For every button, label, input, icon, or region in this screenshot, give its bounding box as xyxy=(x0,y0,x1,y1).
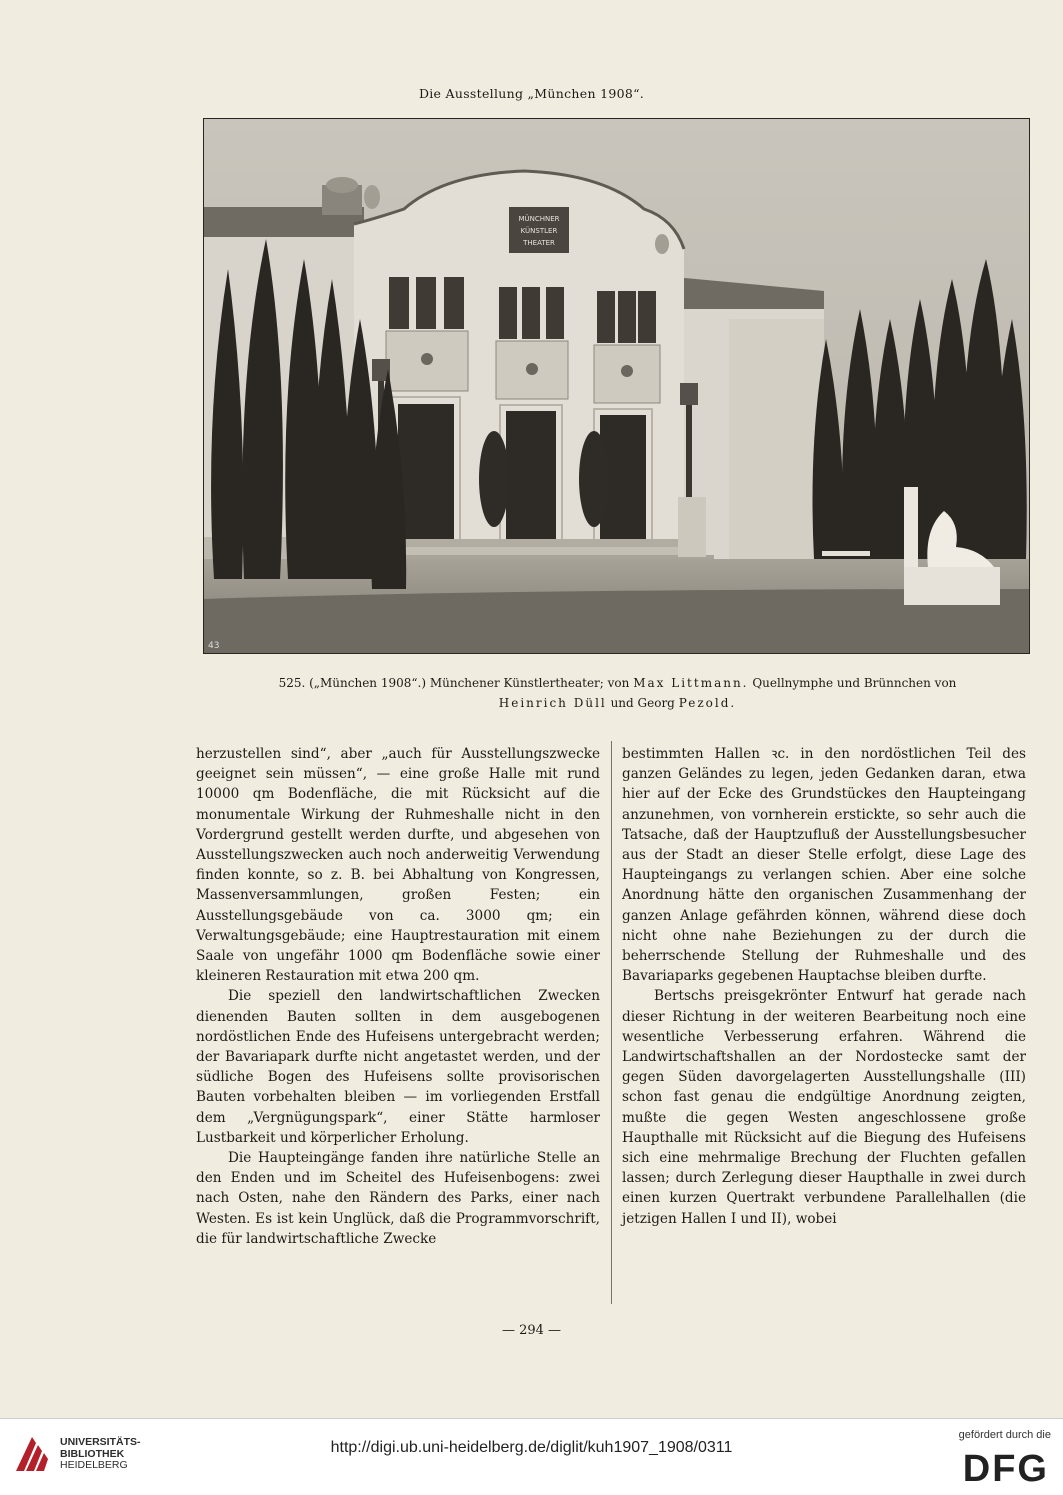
caption-text: 525. („München 1908“.) Münchener Künstlertheater; von xyxy=(278,676,630,690)
caption-text: und Georg xyxy=(610,696,675,710)
digitization-footer xyxy=(0,1418,1063,1495)
svg-text:THEATER: THEATER xyxy=(523,239,555,247)
building-photograph xyxy=(203,118,1030,654)
paragraph: Die Haupteingänge fanden ihre natürliche Stelle an den Enden und im Scheitel des Hufeisenbogens: zwei nach Osten, nahe den Rändern des Parks, einer nach Westen. Es ist kein Unglück, daß die Programmvorschrift, die für landwirtschaftliche Zwecke xyxy=(196,1150,600,1247)
left-text-column xyxy=(196,744,600,1249)
theater-photo-illustration xyxy=(204,119,1029,653)
figure-caption xyxy=(210,673,1025,713)
page-number: — 294 — xyxy=(501,1323,562,1338)
library-line: BIBLIOTHEK xyxy=(60,1447,125,1460)
caption-sculptor-1: Heinrich Düll xyxy=(498,696,607,710)
library-line: UNIVERSITÄTS- xyxy=(60,1436,141,1448)
plate-mark: 43 xyxy=(208,641,220,651)
caption-text: Quellnymphe und Brünnchen von xyxy=(752,676,957,690)
paragraph: Bertschs preisgekrönter Entwurf hat gerade nach dieser Richtung in der weiteren Bearbeitung noch eine wesentliche Verbesserung erfahren. Während die Landwirtschaftshallen an der Nordostecke samt der gegen Süden davorgelagerten Ausstellungshalle (III) schon fast genau die endgültige Anordnung zeigten, mußte die gegen Westen angeschlossene große Haupthalle mit Rücksicht auf die Biegung des Hufeisens sich eine mehrmalige Brechung der Fluchten gefallen lassen; durch Zerlegung dieser Haupthalle in zwei durch einen kurzen Quertrakt verbundene Parallelhallen (die jetzigen Hallen I und II), wobei xyxy=(622,988,1026,1227)
caption-line-1 xyxy=(210,673,1025,693)
paragraph: bestimmten Hallen ꝛc. in den nordöstlichen Teil des ganzen Geländes zu legen, jeden Gedanken daran, etwa hier auf der Ecke des Grundstückes den Haupteingang anzunehmen, von vornherein erstickte, so sehr auch die Tatsache, daß der Hauptzufluß der Ausstellungsbesucher aus der Stadt an dieser Stelle erfolgt, diese Lage des Haupteingangs zu verlangen schien. Aber eine solche Anordnung hätte den organischen Zusammenhang der ganzen Anlage gefährden können, während diese doch nicht ohne nahe Beziehungen zu der durch die beherrschende Stellung der Ruhmeshalle und des Bavariaparks gegebenen Hauptachse bleiben durfte. xyxy=(622,746,1026,985)
caption-line-2 xyxy=(210,693,1025,713)
dfg-logo: DFG xyxy=(962,1448,1049,1490)
caption-architect: Max Littmann. xyxy=(633,676,749,690)
caption-sculptor-2: Pezold. xyxy=(678,696,737,710)
permalink-url[interactable]: http://digi.ub.uni-heidelberg.de/diglit/kuh1907_1908/0311 xyxy=(330,1439,733,1456)
column-divider xyxy=(611,741,612,1304)
paragraph: Die speziell den landwirtschaftlichen Zwecken dienenden Bauten sollten in dem ausgebogenen nordöstlichen Ende des Hufeisens untergebracht werden; der Bavariapark durfte nicht angetastet werden, und der südliche Bogen des Hufeisens sollte provisorischen Bauten vorbehalten bleiben — im vorliegenden Erstfall dem „Vergnügungspark“, einer Stätte harmloser Lustbarkeit und körperlicher Erholung. xyxy=(196,988,600,1146)
right-text-column xyxy=(622,744,1026,1229)
svg-text:KÜNSTLER: KÜNSTLER xyxy=(520,227,558,235)
library-line: HEIDELBERG xyxy=(60,1459,128,1471)
funded-by-label: gefördert durch die xyxy=(958,1429,1051,1441)
running-title: Die Ausstellung „München 1908“. xyxy=(418,86,645,101)
svg-text:MÜNCHNER: MÜNCHNER xyxy=(518,215,560,223)
paragraph: herzustellen sind“, aber „auch für Ausstellungszwecke geeignet sein müssen“, — eine große Halle mit rund 10000 qm Bodenfläche, die mit Rücksicht auf die monumentale Wirkung der Ruhmeshalle nicht in den Vordergrund gestellt werden durfte, und abgesehen von Ausstellungszwecken auch noch anderweitig Verwendung finden konnte, so z. B. bei Abhaltung von Kongressen, Massenversammlungen, großen Festen; ein Ausstellungsgebäude von ca. 3000 qm; ein Verwaltungsgebäude; eine Hauptrestauration mit einem Saale von ungefähr 1000 qm Bodenfläche sowie einer kleineren Restauration mit etwa 200 qm. xyxy=(196,746,600,985)
